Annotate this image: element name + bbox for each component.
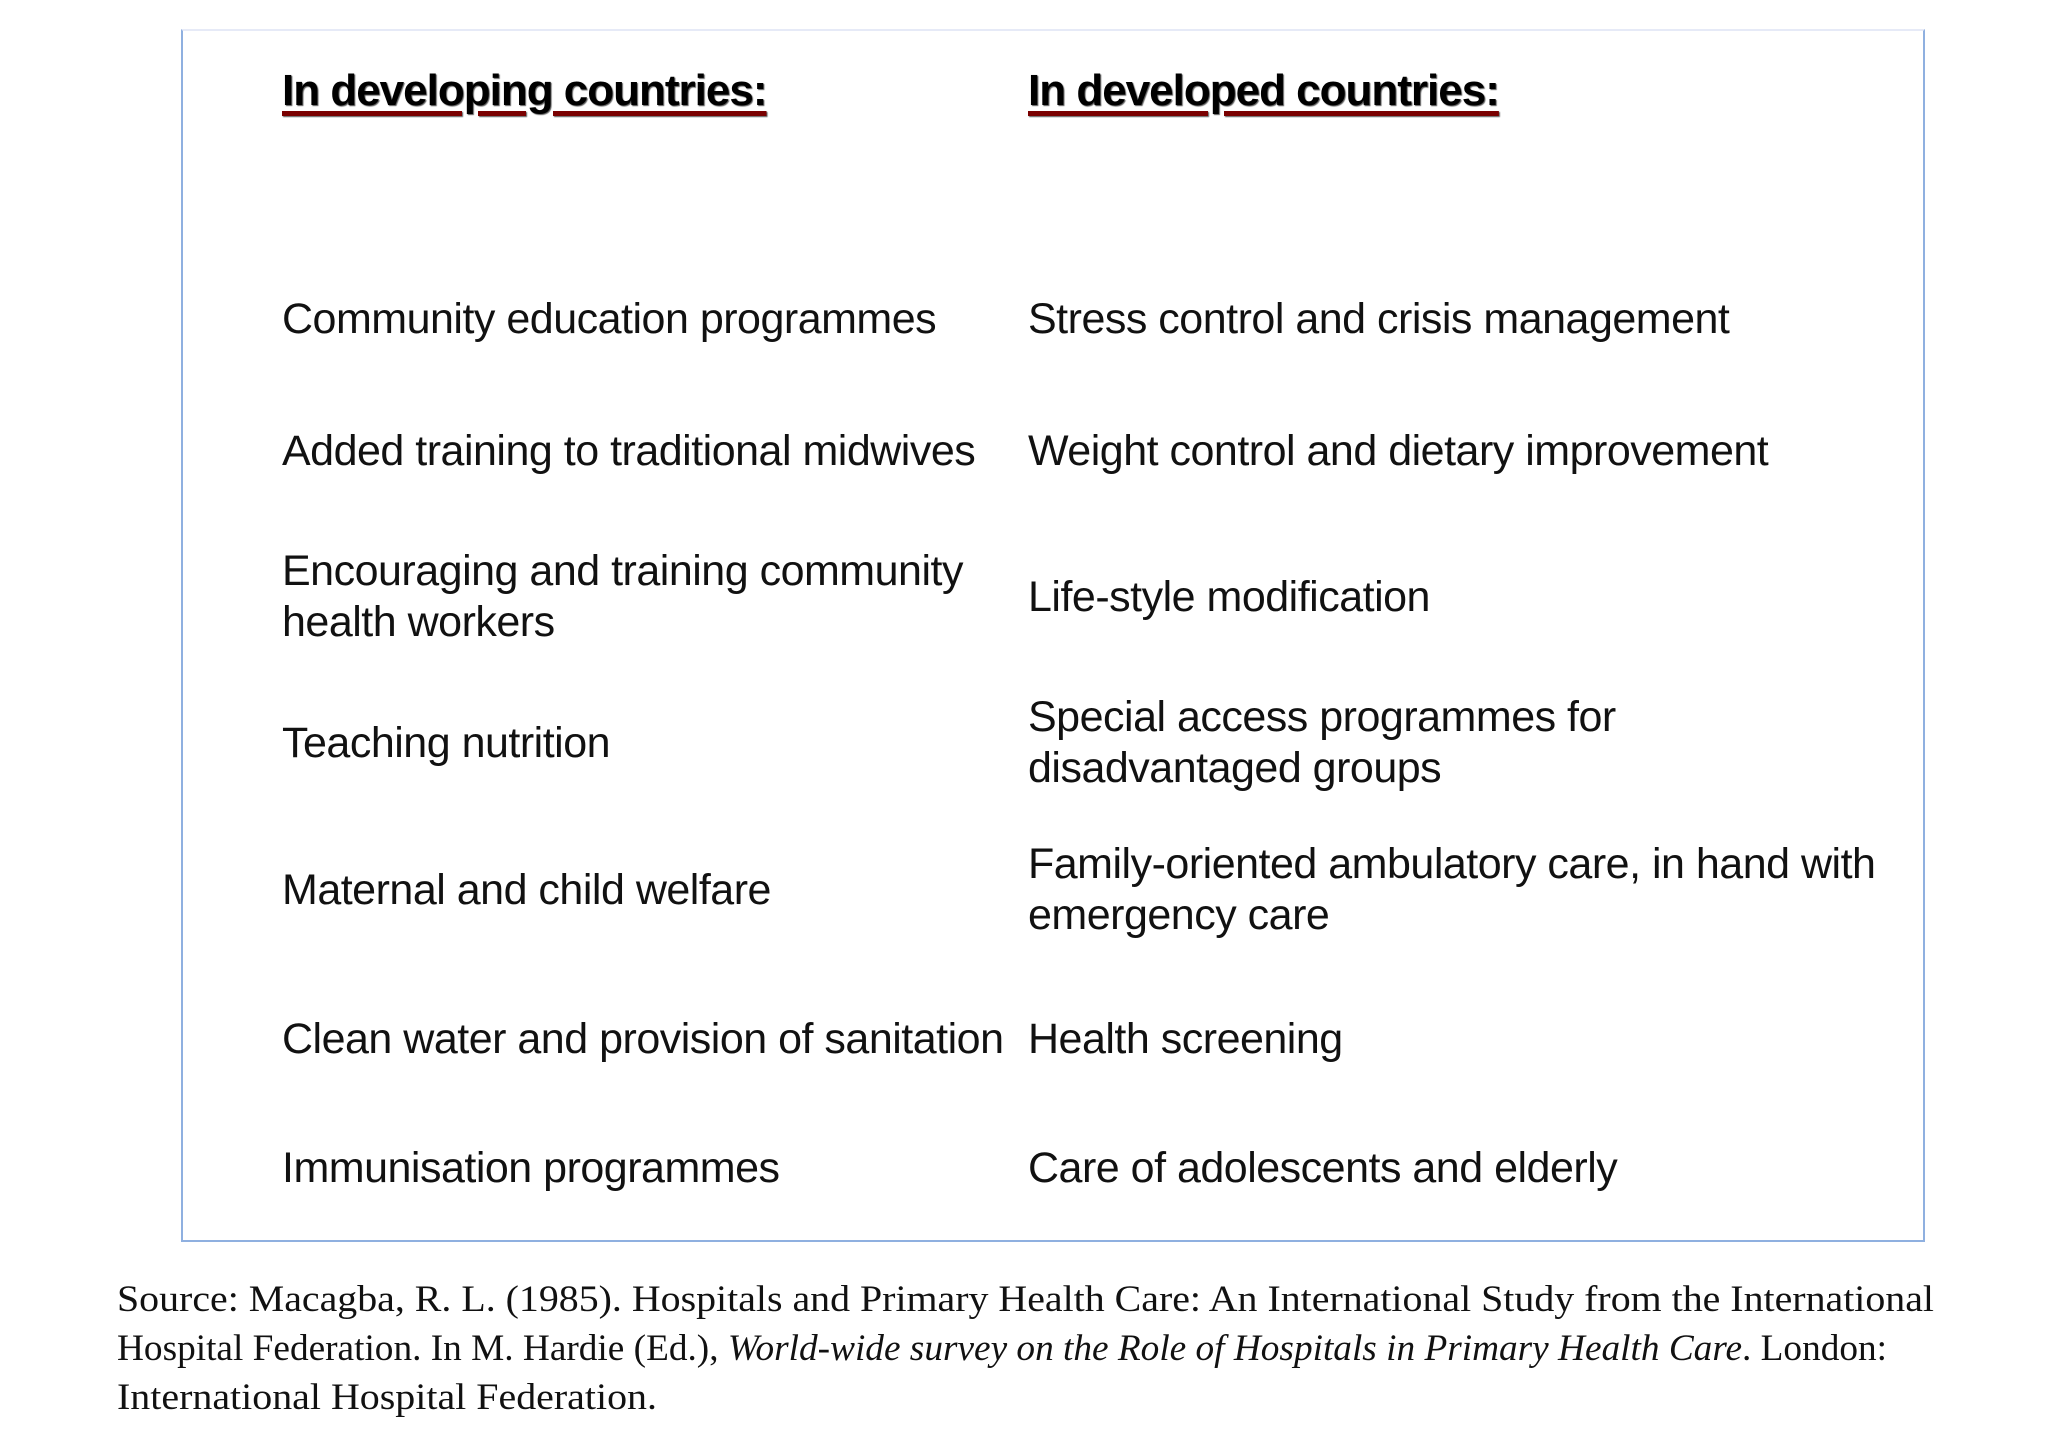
source-text: . London: xyxy=(1742,1328,1888,1369)
developed-item: Family-oriented ambulatory care, in hand with emergency care xyxy=(1028,840,1876,939)
developed-item: Stress control and crisis management xyxy=(1028,294,1730,343)
source-line-2 xyxy=(117,1327,1887,1370)
source-line-1: Source: Macagba, R. L. (1985). Hospitals and Primary Health Care: An International Study from the International xyxy=(117,1279,1934,1320)
developing-item: Community education programmes xyxy=(282,294,937,343)
developed-item: Weight control and dietary improvement xyxy=(1028,426,1769,475)
developed-item: Health screening xyxy=(1028,1014,1343,1063)
developing-item: Immunisation programmes xyxy=(282,1143,780,1192)
developed-item: Life-style modification xyxy=(1028,572,1430,621)
developing-item: Teaching nutrition xyxy=(282,718,611,767)
developing-item: Encouraging and training community health workers xyxy=(282,547,963,646)
developing-heading: In developing countries: xyxy=(282,66,767,115)
developing-item: Clean water and provision of sanitation xyxy=(282,1014,1004,1063)
source-text: Hospital Federation. In M. Hardie (Ed.), xyxy=(117,1328,728,1369)
developed-item: Special access programmes for disadvantaged groups xyxy=(1028,693,1616,792)
developing-item: Maternal and child welfare xyxy=(282,865,771,914)
developed-item: Care of adolescents and elderly xyxy=(1028,1143,1618,1192)
source-line-3: International Hospital Federation. xyxy=(117,1377,657,1418)
source-title: World-wide survey on the Role of Hospitals in Primary Health Care xyxy=(727,1328,1743,1369)
developing-item: Added training to traditional midwives xyxy=(282,426,976,475)
developed-heading: In developed countries: xyxy=(1028,66,1499,115)
